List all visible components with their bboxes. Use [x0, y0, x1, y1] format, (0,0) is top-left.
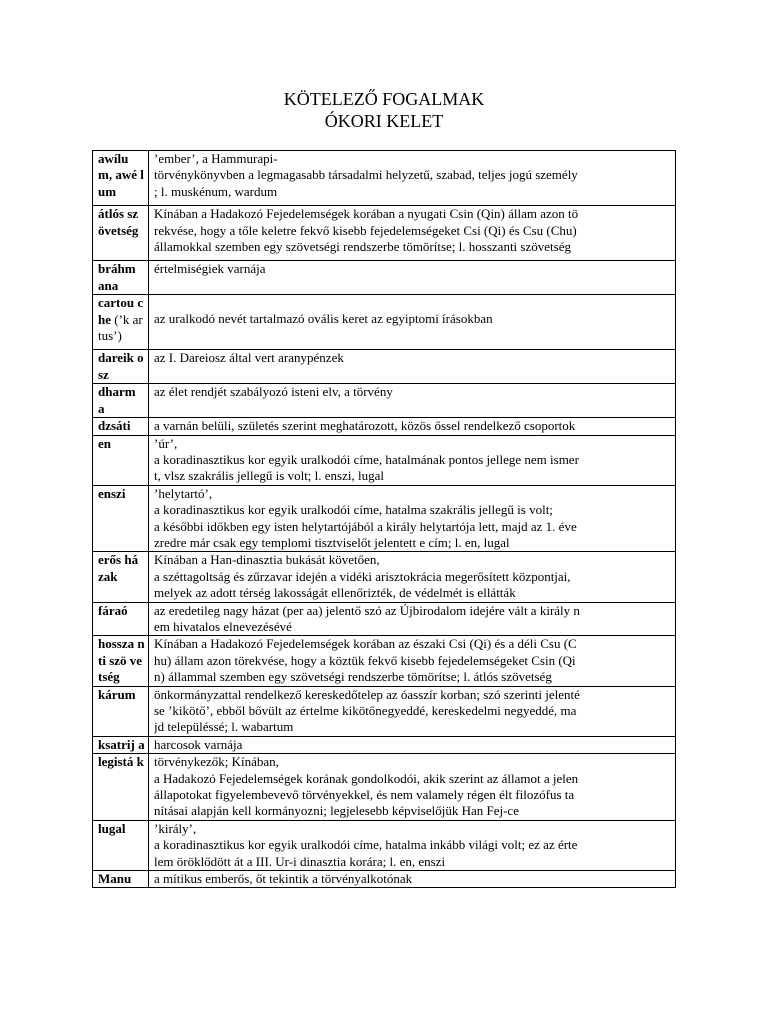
definition-line: az I. Dareiosz által vert aranypénzek — [154, 350, 344, 366]
definition-line: törvénykezők; Kínában, — [154, 754, 279, 770]
definition-line: jd településsé; l. wabartum — [154, 719, 294, 735]
term-cell — [93, 636, 149, 686]
term-note: (’k artus’) — [98, 311, 143, 344]
definition-line: a varnán belüli, születés szerint meghatározott, közös őssel rendelkező csoportok — [154, 418, 576, 434]
term-text: erős há zak — [98, 552, 139, 584]
term-cell — [93, 206, 149, 261]
definition-cell — [149, 206, 676, 261]
definition-cell — [149, 418, 676, 435]
definition-line: az élet rendjét szabályozó isteni elv, a törvény — [154, 384, 393, 400]
definition-line: Kínában a Han-dinasztia bukását követően, — [154, 552, 380, 568]
table-row — [93, 206, 676, 261]
term-cell — [93, 754, 149, 821]
term-cell — [93, 261, 149, 295]
definition-line: lem öröklődött át a III. Ur-i dinasztia korára; l. en, enszi — [154, 853, 446, 869]
definition-cell — [149, 151, 676, 206]
definition-line: a mítikus emberős, őt tekintik a törvényalkotónak — [154, 871, 413, 887]
glossary-table — [92, 150, 676, 888]
term-cell — [93, 820, 149, 870]
definition-cell — [149, 435, 676, 485]
term-cell — [93, 418, 149, 435]
definition-cell — [149, 736, 676, 753]
term-cell — [93, 350, 149, 384]
term-cell — [93, 485, 149, 552]
term-cell — [93, 736, 149, 753]
definition-line: a koradinasztikus kor egyik uralkodói címe, hatalma szakrális jellegű is volt; — [154, 502, 553, 518]
definition-line: ’úr’, — [154, 435, 178, 451]
table-row — [93, 552, 676, 602]
table-row — [93, 871, 676, 888]
table-row — [93, 686, 676, 736]
term-cell — [93, 602, 149, 636]
definition-line: melyek az adott térség lakosságát ellenőrizték, de védelmét is ellátták — [154, 585, 516, 601]
definition-cell — [149, 295, 676, 350]
term-text: átlós sz övetség — [98, 206, 139, 238]
definition-line: n) állammal szemben egy szövetségi rendszerbe tömörítse; l. átlós szövetség — [154, 669, 552, 685]
definition-line: ; l. muskénum, wardum — [154, 183, 278, 199]
definition-line: értelmiségiek varnája — [154, 261, 266, 277]
page-title — [0, 88, 768, 132]
table-row — [93, 636, 676, 686]
term-cell — [93, 871, 149, 888]
definition-line: törvénykönyvben a legmagasabb társadalmi helyzetű, szabad, teljes jogú személy — [154, 167, 578, 183]
term-text: dareik osz — [98, 350, 144, 382]
table-row — [93, 820, 676, 870]
definition-line: a széttagoltság és zűrzavar idején a vidéki arisztokrácia megerősített központjai, — [154, 568, 571, 584]
definition-line: ’király’, — [154, 820, 197, 836]
table-row — [93, 485, 676, 552]
term-text: hossza nti szö vetség — [98, 636, 145, 685]
definition-line: Kínában a Hadakozó Fejedelemségek korában az északi Csi (Qi) és a déli Csu (C — [154, 636, 577, 652]
title-line-1: KÖTELEZŐ FOGALMAK — [283, 89, 485, 109]
term-text: en — [98, 435, 111, 451]
term-text: kárum — [98, 686, 136, 702]
title-line-2: ÓKORI KELET — [324, 111, 444, 131]
table-row — [93, 418, 676, 435]
table-row — [93, 261, 676, 295]
definition-cell — [149, 754, 676, 821]
table-row — [93, 435, 676, 485]
definition-cell — [149, 350, 676, 384]
definition-line: Kínában a Hadakozó Fejedelemségek korában a nyugati Csin (Qin) állam azon tö — [154, 206, 579, 222]
term-text: fáraó — [98, 602, 128, 618]
definition-line: a koradinasztikus kor egyik uralkodói címe, hatalmának pontos jellege nem ismer — [154, 451, 579, 467]
definition-cell — [149, 384, 676, 418]
definition-line: zredre már csak egy templomi tisztviselőt jelentett e cím; l. en, lugal — [154, 534, 510, 550]
term-text: lugal — [98, 820, 126, 836]
definition-cell — [149, 686, 676, 736]
definition-line: a koradinasztikus kor egyik uralkodói címe, hatalma inkább világi volt; ez az érte — [154, 837, 578, 853]
term-cell — [93, 686, 149, 736]
definition-line: a Hadakozó Fejedelemségek korának gondolkodói, akik szerint az államot a jelen — [154, 770, 579, 786]
definition-line: nításai alapján kell kormányozni; legjelesebb képviselőjük Han Fej-ce — [154, 803, 519, 819]
definition-line: önkormányzattal rendelkező kereskedőtelep az óasszír korban; szó szerinti jelenté — [154, 686, 580, 702]
definition-cell — [149, 552, 676, 602]
table-row — [93, 602, 676, 636]
term-cell — [93, 295, 149, 350]
table-row — [93, 295, 676, 350]
definition-line: ’helytartó’, — [154, 485, 213, 501]
definition-cell — [149, 485, 676, 552]
term-text: dzsáti — [98, 418, 131, 434]
term-cell — [93, 384, 149, 418]
definition-line: a későbbi időkben egy isten helytartójából a király helytartója lett, majd az 1. éve — [154, 518, 577, 534]
definition-cell — [149, 820, 676, 870]
definition-line: em hivatalos elnevezésévé — [154, 618, 292, 634]
definition-line: t, vlsz szakrális jellegű is volt; l. enszi, lugal — [154, 468, 384, 484]
definition-cell — [149, 871, 676, 888]
definition-line: harcosok varnája — [154, 736, 243, 752]
term-text: cartou che — [98, 295, 144, 327]
term-text: Manu — [98, 871, 132, 887]
table-row — [93, 736, 676, 753]
term-text: dharm a — [98, 384, 136, 416]
term-cell — [93, 435, 149, 485]
definition-line: rekvése, hogy a tőle keletre fekvő kisebb fejedelemségeket Csi (Qi) és Csu (Chu) — [154, 222, 577, 238]
definition-line: ’ember’, a Hammurapi- — [154, 151, 278, 166]
term-text: legistá k — [98, 754, 144, 770]
term-text: bráhm ana — [98, 261, 136, 293]
definition-line: se ’kikötő’, ebből bővült az értelme kikötőnegyeddé, kereskedelmi negyeddé, ma — [154, 703, 577, 718]
definition-line: államokkal szemben egy szövetségi rendszerbe tömörítse; l. hosszanti szövetség — [154, 239, 571, 255]
table-row — [93, 754, 676, 821]
term-text: awílu m, awé lum — [98, 151, 144, 199]
table-row — [93, 384, 676, 418]
term-text: ksatrij a — [98, 736, 145, 752]
definition-line: hu) állam azon törekvése, hogy a köztük fekvő kisebb fejedelemségeket Csin (Qi — [154, 652, 576, 668]
definition-line: az eredetileg nagy házat (per aa) jelentő szó az Újbirodalom idejére vált a király n — [154, 602, 580, 618]
table-row — [93, 151, 676, 206]
definition-cell — [149, 636, 676, 686]
term-cell — [93, 552, 149, 602]
definition-line: állapotokat figyelembevevő törvényekkel, és nem valamely régen élt filozófus ta — [154, 787, 575, 803]
definition-line: az uralkodó nevét tartalmazó ovális keret az egyiptomi írásokban — [154, 311, 493, 327]
definition-cell — [149, 602, 676, 636]
term-cell — [93, 151, 149, 206]
definition-cell — [149, 261, 676, 295]
term-text: enszi — [98, 485, 126, 501]
table-row — [93, 350, 676, 384]
